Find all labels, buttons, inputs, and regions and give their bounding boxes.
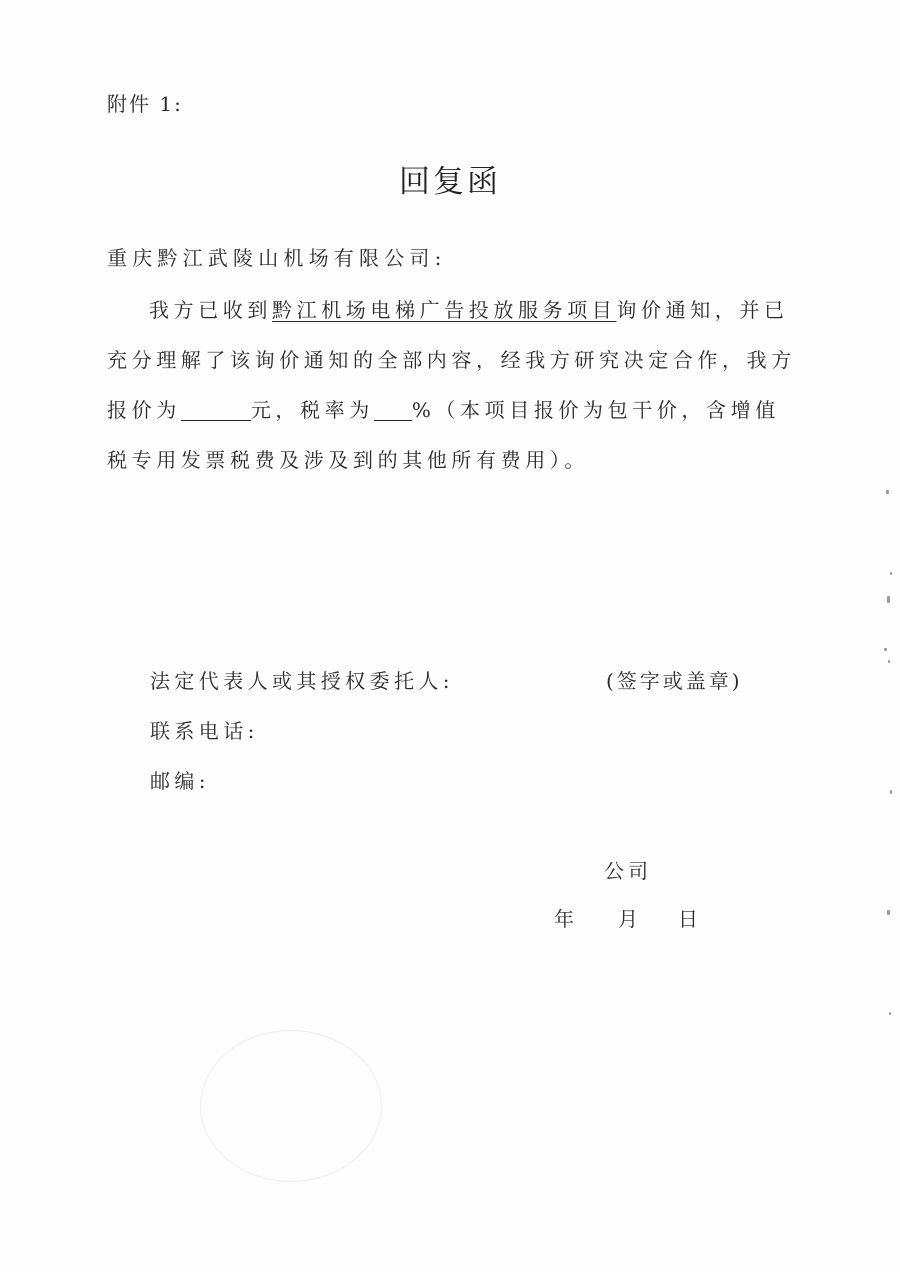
addressee: 重庆黔江武陵山机场有限公司:	[107, 246, 447, 270]
scan-edge-mark	[886, 490, 889, 494]
date-month: 月	[618, 907, 638, 931]
company-suffix: 公司	[604, 859, 652, 883]
tax-rate-blank[interactable]	[374, 398, 412, 421]
faint-stamp-trace	[200, 1030, 382, 1182]
scan-edge-mark	[890, 790, 892, 794]
amount-blank[interactable]	[181, 398, 251, 421]
scan-edge-mark	[887, 596, 890, 603]
scan-edge-mark	[888, 660, 890, 663]
date-year: 年	[554, 907, 574, 931]
sign-hint: (签字或盖章)	[606, 669, 743, 693]
body-paragraph	[107, 285, 797, 485]
percent-sign: %	[411, 398, 436, 422]
phone-label: 联系电话:	[150, 719, 259, 743]
representative-label: 法定代表人或其授权委托人:	[150, 669, 454, 693]
postcode-label: 邮编:	[150, 769, 210, 793]
scan-edge-mark	[887, 910, 890, 915]
body-tail: （本项目报价为包干价，含增值税专用发票税费及涉及到的其他所有费用）。	[107, 398, 780, 472]
currency-unit: 元，税率为	[250, 398, 374, 422]
body-after-project: 询价通知，并已充分理解了该询价通知的全部内容，经我方研究决定合作，我方报价为	[107, 298, 796, 422]
scan-edge-mark	[890, 572, 892, 575]
attachment-label: 附件 1:	[107, 92, 183, 116]
date-row	[554, 903, 698, 932]
project-name: 黔江机场电梯广告投放服务项目	[272, 298, 617, 322]
body-lead: 我方已收到	[149, 298, 272, 322]
page-title: 回复函	[399, 164, 501, 200]
scan-edge-mark	[884, 648, 887, 651]
scan-edge-mark	[889, 1012, 891, 1015]
date-day: 日	[678, 907, 698, 931]
